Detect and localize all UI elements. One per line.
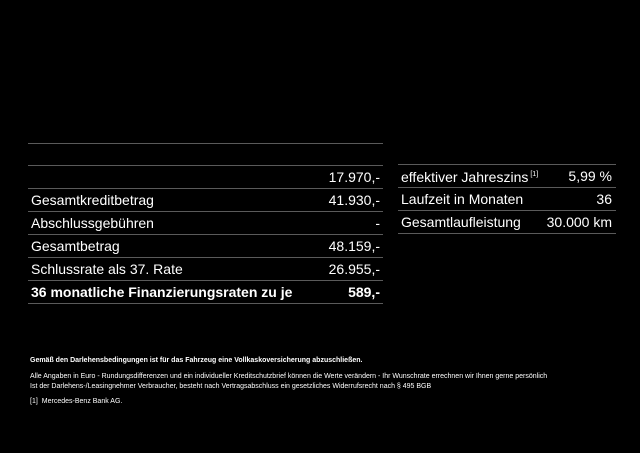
row-value: 36 (596, 191, 612, 207)
row-value: 17.970,- (328, 169, 380, 185)
table-row (398, 187, 616, 210)
divider (28, 143, 383, 144)
row-value: 30.000 km (546, 214, 612, 230)
financing-terms-table (398, 164, 616, 234)
interest-label: effektiver Jahreszins (401, 169, 529, 185)
financing-cost-table (28, 143, 383, 304)
footnote (30, 397, 620, 407)
row-label: Gesamtkreditbetrag (31, 192, 154, 208)
monthly-rate-value: 589,- (348, 284, 380, 300)
disclaimer-line: Ist der Darlehens-/Leasingnehmer Verbraucher, besteht nach Vertragsabschluss ein gesetzliches Widerrufsrecht nach § 495 BGB (30, 383, 432, 390)
row-label: Laufzeit in Monaten (401, 191, 524, 207)
monthly-rate-row (28, 280, 383, 304)
row-label: Schlussrate als 37. Rate (31, 261, 183, 277)
footnotes (30, 356, 620, 407)
insurance-note: Gemäß den Darlehensbedingungen ist für das Fahrzeug eine Vollkaskoversicherung abzuschließen. (30, 357, 363, 364)
footnote-text: Mercedes-Benz Bank AG. (41, 398, 123, 405)
row-value: 26.955,- (328, 261, 380, 277)
monthly-rate-label: 36 monatliche Finanzierungsraten zu je (31, 284, 293, 300)
row-value: 5,99 % (568, 168, 612, 184)
disclaimer-line: Alle Angaben in Euro - Rundungsdifferenzen und ein individueller Kreditschutzbrief können die Werte verändern - Ihr Wunschrate errechnen wir Ihnen gerne persönlich (30, 373, 548, 380)
table-row (28, 165, 383, 188)
table-row (28, 234, 383, 257)
footnote-ref: [1] (530, 171, 539, 178)
table-row (28, 257, 383, 280)
row-label: Gesamtlaufleistung (401, 214, 521, 230)
table-row (398, 210, 616, 234)
footnote-mark: [1] (30, 398, 38, 405)
row-value: 41.930,- (328, 192, 380, 208)
table-row (398, 164, 616, 187)
row-label (401, 164, 538, 188)
table-row (28, 188, 383, 211)
row-value: - (375, 215, 380, 231)
table-row (28, 211, 383, 234)
row-label: Abschlussgebühren (31, 215, 154, 231)
row-label: Gesamtbetrag (31, 238, 120, 254)
row-value: 48.159,- (328, 238, 380, 254)
